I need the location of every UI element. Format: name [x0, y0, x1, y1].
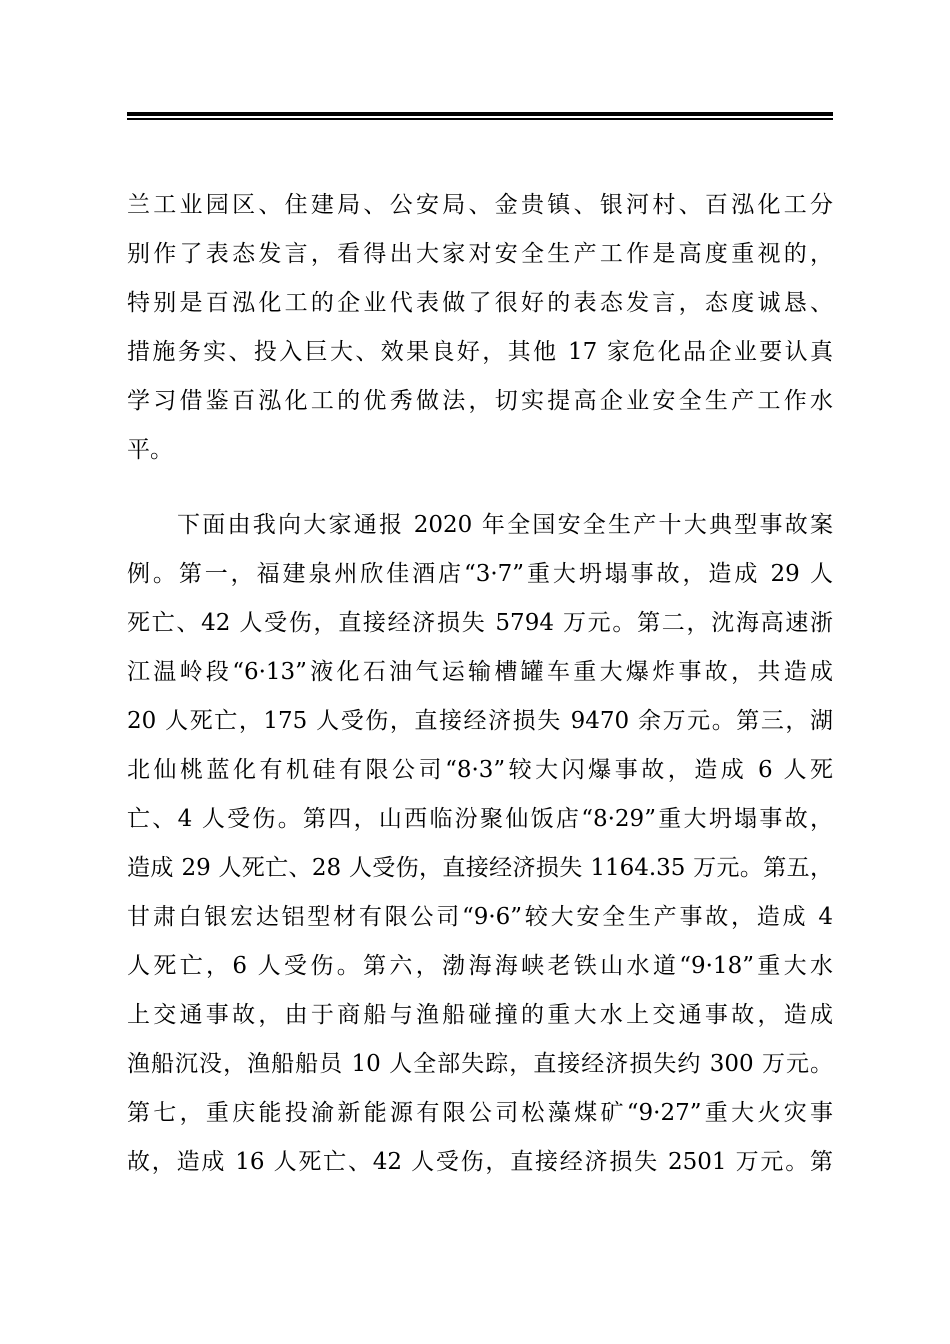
- paragraph-1: [127, 181, 833, 475]
- header-rule-thick: [127, 112, 833, 116]
- header-rule-thin: [127, 118, 833, 120]
- document-body: [127, 181, 833, 1187]
- text-line: 渔船沉没，渔船船员 10 人全部失踪，直接经济损失约 300 万元。: [127, 1051, 833, 1077]
- text-line: 江温岭段“6·13”液化石油气运输槽罐车重大爆炸事故，共造成: [127, 659, 833, 685]
- text-line: 亡、4 人受伤。第四，山西临汾聚仙饭店“8·29”重大坍塌事故，: [127, 806, 833, 832]
- text-line: 故，造成 16 人死亡、42 人受伤，直接经济损失 2501 万元。第: [127, 1149, 833, 1175]
- text-line: 下面由我向大家通报 2020 年全国安全生产十大典型事故案: [177, 512, 833, 538]
- text-line: 人死亡，6 人受伤。第六，渤海海峡老铁山水道“9·18”重大水: [127, 953, 833, 979]
- paragraph-2: [127, 501, 833, 1187]
- paragraph-gap: [127, 475, 833, 501]
- text-line: 甘肃白银宏达铝型材有限公司“9·6”较大安全生产事故，造成 4: [127, 904, 833, 930]
- text-line: 北仙桃蓝化有机硅有限公司“8·3”较大闪爆事故，造成 6 人死: [127, 757, 833, 783]
- text-line: 学习借鉴百泓化工的优秀做法，切实提高企业安全生产工作水: [127, 388, 833, 414]
- text-line: 例。第一，福建泉州欣佳酒店“3·7”重大坍塌事故，造成 29 人: [127, 561, 833, 587]
- text-line: 平。: [127, 437, 173, 463]
- text-line: 20 人死亡，175 人受伤，直接经济损失 9470 余万元。第三，湖: [127, 708, 833, 734]
- text-line: 措施务实、投入巨大、效果良好，其他 17 家危化品企业要认真: [127, 339, 833, 365]
- header-double-rule: [127, 112, 833, 121]
- text-line: 兰工业园区、住建局、公安局、金贵镇、银河村、百泓化工分: [127, 192, 833, 218]
- text-line: 上交通事故，由于商船与渔船碰撞的重大水上交通事故，造成: [127, 1002, 833, 1028]
- text-line: 造成 29 人死亡、28 人受伤，直接经济损失 1164.35 万元。第五，: [127, 855, 833, 881]
- text-line: 第七，重庆能投渝新能源有限公司松藻煤矿“9·27”重大火灾事: [127, 1100, 833, 1126]
- text-line: 死亡、42 人受伤，直接经济损失 5794 万元。第二，沈海高速浙: [127, 610, 833, 636]
- text-line: 特别是百泓化工的企业代表做了很好的表态发言，态度诚恳、: [127, 290, 833, 316]
- text-line: 别作了表态发言，看得出大家对安全生产工作是高度重视的，: [127, 241, 833, 267]
